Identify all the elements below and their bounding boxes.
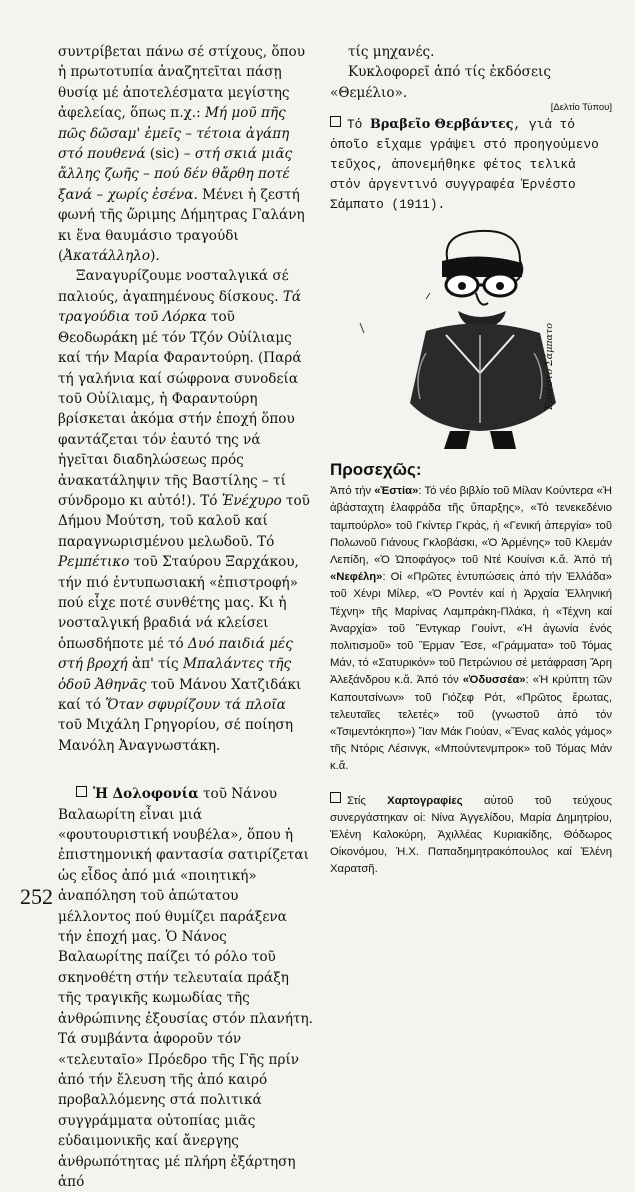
lyric-quote: – στή σκιά μιᾶς ἄλλης ζωῆς – πού δέν θἄρθη ποτέ ξανά – χωρίς ἐσένα. xyxy=(58,146,293,203)
text: : Οἱ «Πρῶτες ἐντυπώσεις ἀπό τήν Ἑλλάδα» τοῦ Χένρι Μίλερ, «Ὁ Ροντέν καί ἡ Ἀρχαία Ἑλληνική Τέχνη» τῆς Μαρίνας Λαμπράκη-Πλάκα, ἡ «Τέχνη καί Ἀναρχία» τοῦ Ἔντγκαρ Γουίντ, «Ἡ ἀγωνία ἑνός πολιτισμοῦ» τοῦ Ἕρμαν Ἔσε, «Γράμματα» τοῦ Τόμας Μάν, τό «Σατυρικόν» τοῦ Πετρώνιου σέ μετάφραση Ἄρη Ἀλεξάνδρου κ.ἄ. Ἀπό τόν xyxy=(330,571,612,687)
text: τοῦ Θεοδωράκη μέ τόν Τζόν Οὐίλιαμς καί τήν Μαρία Φαραντούρη. (Παρά τή γαλήνια καί σώφρονα συνοδεία τοῦ Οὐίλιαμς, ἡ Φαραντούρη βρίσκεται ἀκόμα στήν ἐποχή ὅπου φαντάζεται τόν ἑαυτό της νά ἡγεῖται διαδηλώσεως πρός ἀνακατάληψιν τῆς Βαστίλης – τί σύνδρομο κι αὐτό!). Τό xyxy=(58,309,302,509)
text: τοῦ Μιχάλη Γρηγορίου, σέ ποίηση Μανόλη Ἀναγνωστάκη. xyxy=(58,717,293,754)
text: αὐτοῦ τοῦ τεύχους συνεργάστηκαν οἱ: Νίνα Ἀγγελίδου, Μαρία Δημητρίου, Ἑλένη Καλοκύρη, Ἀχιλλέας Κυριακίδης, Θόδωρος Οἰκονόμου, Ἠ.Χ. Παπαδημητρακόπουλος καί Ἑλένη Χαρατσῆ. xyxy=(330,794,612,876)
text: Τό xyxy=(347,117,371,133)
contributors xyxy=(330,792,612,879)
song-title: Ἀκατάλληλο xyxy=(63,248,151,265)
album-title: Τά τραγούδια τοῦ Λόρκα xyxy=(58,288,302,326)
paragraph-records xyxy=(58,266,314,756)
section-name: Χαρτογραφίες xyxy=(387,794,463,807)
cervantes-award xyxy=(330,115,612,215)
page-number: 252 xyxy=(20,884,53,909)
text: (sic) xyxy=(145,146,184,163)
album-title: Ρεμπέτικο xyxy=(58,554,130,571)
caricature-drawing xyxy=(330,223,612,455)
square-bullet-icon xyxy=(330,116,341,127)
text: τοῦ Δήμου Μούτση, τοῦ καλοῦ καί παραγνωρισμένου μελωδοῦ. Τό xyxy=(58,492,310,550)
text: Μένει ἡ ζεστή φωνή τῆς ὥριμης Δήμητρας Γαλάνη κι ἕνα θαυμάσιο τραγούδι ( xyxy=(58,186,305,265)
text: Ξαναγυρίζουμε νοσταλγικά σέ παλιούς, ἀγαπημένους δίσκους. xyxy=(58,268,289,305)
award-name: Βραβεῖο Θερβάντες xyxy=(370,117,514,133)
song-title: Δυό παιδιά μές στή βροχή xyxy=(58,635,293,673)
text: Ἀπό τήν xyxy=(330,485,375,498)
album-title: Ἐνέχυρο xyxy=(221,492,282,509)
sabato-caricature xyxy=(330,223,612,455)
text: τοῦ Μάνου Χατζιδάκι καί τό xyxy=(58,676,302,713)
song-title: Ὅταν σφυρίζουν τά πλοῖα xyxy=(105,697,286,713)
lyric-quote: Μή μοῦ πῆς πῶς δῶσαμ' ἐμεῖς – τέτοια ἀγάπη στό πουθενά xyxy=(58,105,290,163)
text: ἀπ' τίς xyxy=(127,656,183,673)
left-column xyxy=(58,42,314,1192)
upcoming-list xyxy=(330,483,612,878)
upcoming-heading: Προσεχῶς: xyxy=(330,460,422,480)
publisher-note: Κυκλοφορεῖ ἀπό τίς ἐκδόσεις «Θεμέλιο». xyxy=(330,64,551,101)
publisher-name: «Ἑστία» xyxy=(374,485,419,498)
text: : Τό νέο βιβλίο τοῦ Μίλαν Κούντερα «Ἡ ἀβάσταχτη ἐλαφράδα τῆς ὕπαρξης», «Τό τενεκεδένιο ταμπούρλο» τοῦ Γκίντερ Γκράς, ἡ «Γενική ἀπεργία» τοῦ Πολωνοῦ Γιάνους Γκλοβάσκι, «Ὁ Ἀρμένης» τοῦ Κλεμάν Λεπίδη, «Ὁ Ὠποφάγος» τοῦ Ντέ Κουίνσι κ.ἄ. Ἀπό τή xyxy=(330,485,612,567)
text: , γιά τό ὁποῖο εἴχαμε γράψει στό προηγούμενο τεῦχος, ἀπονεμήθηκε φέτος τελικά στόν ἀργεντινό συγγραφέα Ἐρνέστο Σάμπατο (1911). xyxy=(330,117,599,213)
text: τοῦ Νάνου Βαλαωρίτη εἶναι μιά «φουτουριστική νουβέλα», ὅπου ἡ ἐπιστημονική φαντασία σατιρίζεται ὡς εἶδος ἀπό μιά «ποιητική» ἀναπόληση τοῦ ἀπώτατου μέλλοντος πού θυμίζει παράξενα τήν ἐποχή μας. Ὁ Νάνος Βαλαωρίτης παίζει τό ρόλο τοῦ σκηνοθέτη στήν τελευταία πράξη τῆς τραγικῆς κωμωδίας τῆς ἀνθρώπινης ἐξουσίας στόν πλανήτη. Τά συμβάντα ἀφοροῦν τόν «τελευταῖο» Πρόεδρο τῆς Γῆς πρίν ἀπό τήν ἔλευση τῆς ἀπό καιρό προβαλλόμενης στά πολιτικά συγγράμματα οὐτοπίας μιᾶς εὐδαιμονικῆς καί ἄνεργης ἀνθρωπότητας μέ πλήρη ἐξάρτηση ἀπό xyxy=(58,786,313,1190)
illustration-caption: Ἐρνέστο Σάμπατο xyxy=(543,323,555,412)
square-bullet-icon xyxy=(76,786,87,797)
paragraph-dolofonia xyxy=(58,784,314,1192)
right-column xyxy=(330,42,612,879)
continuation: τίς μηχανές. xyxy=(348,44,435,60)
text: ). xyxy=(150,248,160,265)
text: τοῦ Σταύρου Ξαρχάκου, τήν πιό ἐντυπωσιακή «ἐπιστροφή» πού εἶχε ποτέ συνθέτης μας. Κι ἡ νοσταλγική βραδιά νά κλείσει ὁπωσδήποτε μέ τό xyxy=(58,554,299,652)
book-title: Ἡ Δολοφονία xyxy=(93,786,199,803)
paragraph-galani xyxy=(58,42,314,266)
publisher-name: «Ὀδυσσέα» xyxy=(462,674,526,687)
text: Στίς xyxy=(347,794,388,807)
text: συντρίβεται πάνω σέ στίχους, ὅπου ἡ πρωτοτυπία ἀναζητεῖται πάσῃ θυσίᾳ μέ ἀποτελέσματα μεγίστης ἀφελείας, ὅπως π.χ.: xyxy=(58,44,305,122)
upcoming-text xyxy=(330,483,612,775)
album-title: Μπαλάντες τῆς ὁδοῦ Ἀθηνᾶς xyxy=(58,656,292,693)
press-release-credit: [Δελτίο Τύπου] xyxy=(550,102,612,114)
square-bullet-icon xyxy=(330,792,341,803)
publisher-name: «Νεφέλη» xyxy=(330,571,383,584)
text: : «Ἡ κρύπτη τῶν Καπουτσίνων» τοῦ Γιόζεφ Ρότ, «Πρῶτος ἔρωτας, τελευταῖες τελετές» τοῦ (γνωστοῦ ἀπό τόν «Τσιμεντόκηπο») Ἴαν Μάκ Γιούαν, «Ἕνας καλός γάμος» τῆς Ντόρις Λέσινγκ, «Μπούντενμπροκ» τοῦ Τόμας Μάν κ.ἄ. xyxy=(330,674,612,773)
